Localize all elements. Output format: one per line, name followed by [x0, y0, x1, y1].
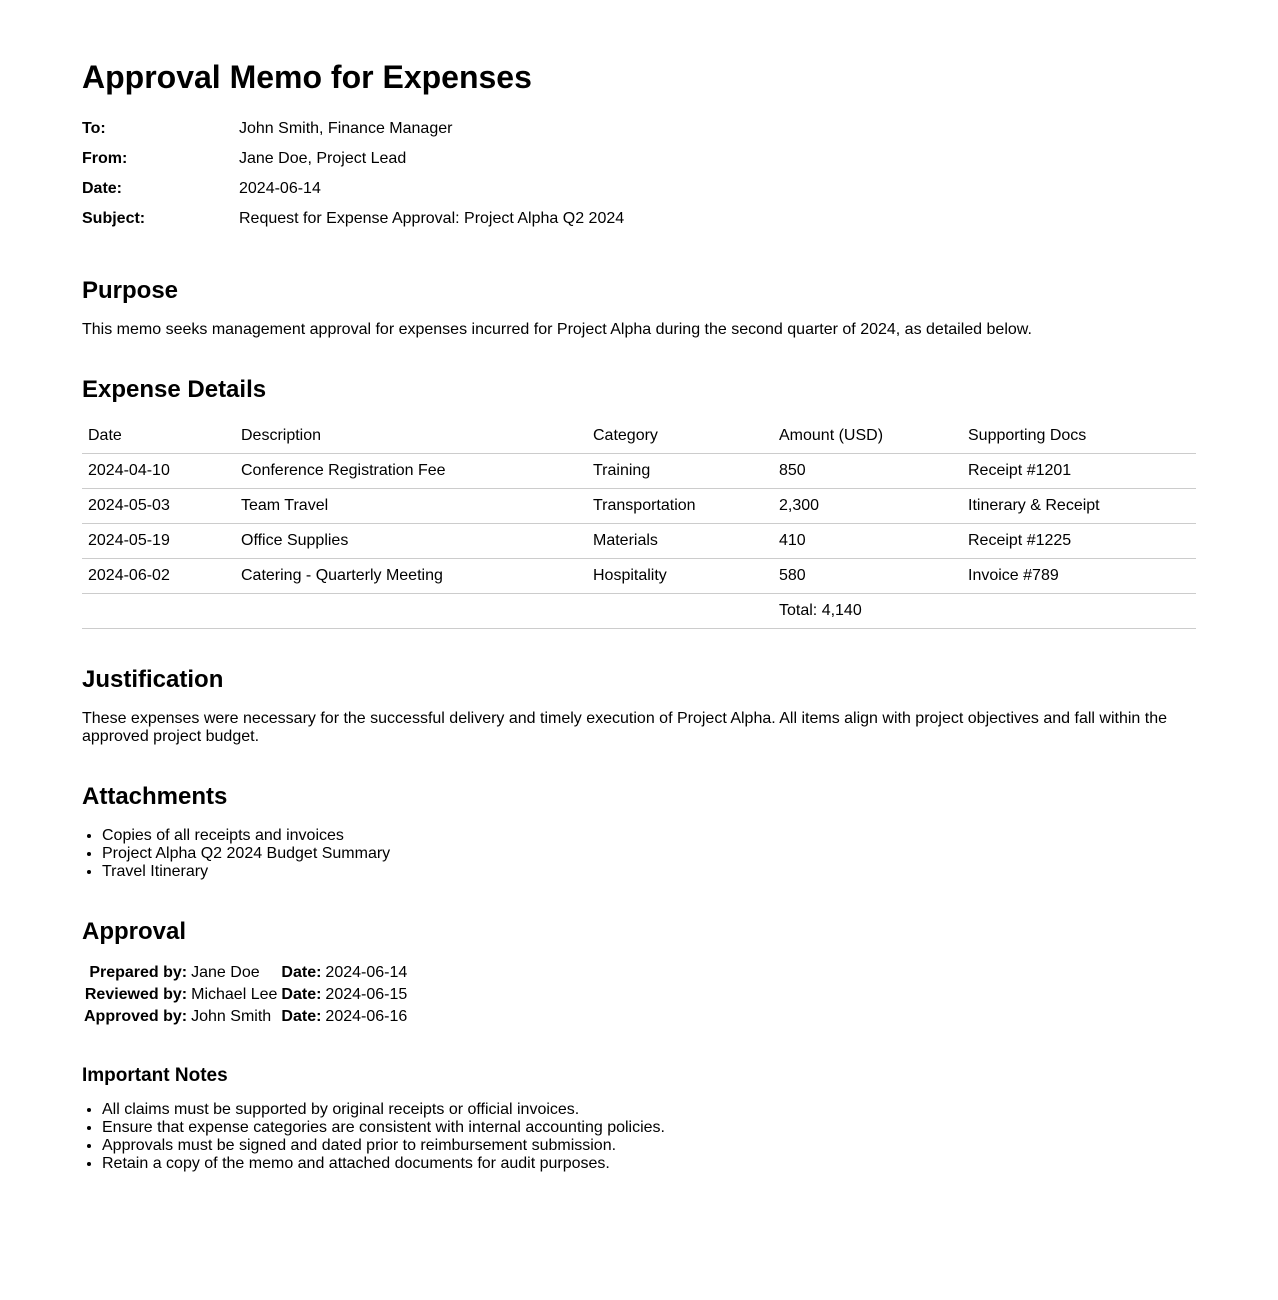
header-value: 2024-06-14: [239, 180, 321, 197]
cell-category: Transportation: [587, 489, 773, 524]
expense-details-heading: Expense Details: [82, 376, 267, 403]
header-label: Subject:: [82, 210, 146, 227]
list-item: • Retain a copy of the memo and attached documents for audit purposes.: [102, 1155, 1196, 1173]
list-item: • All claims must be supported by original receipts or official invoices.: [102, 1101, 1196, 1119]
cell-supporting-docs: Receipt #1225: [962, 524, 1196, 559]
approval-row-prepared: [82, 962, 409, 984]
list-item: • Project Alpha Q2 2024 Budget Summary: [102, 845, 1196, 863]
important-notes-list: [82, 1101, 1196, 1173]
approval-row-reviewed: [82, 984, 409, 1006]
cell-description: Team Travel: [235, 489, 587, 524]
memo-header: [82, 114, 624, 234]
cell-date: 2024-05-03: [82, 489, 235, 524]
cell-description: Conference Registration Fee: [235, 454, 587, 489]
approval-role: Prepared by:: [89, 964, 188, 981]
list-item: • Approvals must be signed and dated prior to reimbursement submission.: [102, 1137, 1196, 1155]
page-title: Approval Memo for Expenses: [82, 59, 532, 95]
approval-date-label: Date:: [281, 986, 322, 1003]
attachments-list: [82, 827, 1196, 881]
approval-name: Jane Doe: [191, 964, 260, 981]
cell-amount: 580: [773, 559, 962, 594]
table-row: [82, 559, 1196, 594]
cell-date: 2024-05-19: [82, 524, 235, 559]
total-amount: Total: 4,140: [773, 594, 962, 629]
column-header-supporting-docs: Supporting Docs: [962, 419, 1196, 454]
expense-table-header: [82, 419, 1196, 454]
approval-date: 2024-06-16: [325, 1008, 408, 1025]
total-row: [82, 594, 1196, 629]
cell-description: Catering - Quarterly Meeting: [235, 559, 587, 594]
empty-cell: [235, 594, 587, 629]
header-row-from: [82, 144, 624, 174]
header-row-date: [82, 174, 624, 204]
approval-date-label: Date:: [281, 964, 322, 981]
cell-category: Training: [587, 454, 773, 489]
header-value: Jane Doe, Project Lead: [239, 150, 407, 167]
column-header-date: Date: [82, 419, 235, 454]
cell-supporting-docs: Itinerary & Receipt: [962, 489, 1196, 524]
empty-cell: [962, 594, 1196, 629]
justification-heading: Justification: [82, 666, 224, 693]
approval-heading: Approval: [82, 918, 187, 945]
approval-table: [82, 962, 409, 1028]
cell-amount: 850: [773, 454, 962, 489]
important-notes-heading: Important Notes: [82, 1065, 228, 1086]
column-header-category: Category: [587, 419, 773, 454]
approval-name: John Smith: [191, 1008, 272, 1025]
approval-row-approved: [82, 1006, 409, 1028]
table-row: [82, 454, 1196, 489]
approval-date: 2024-06-15: [325, 986, 408, 1003]
header-row-subject: [82, 204, 624, 234]
approval-date-label: Date:: [281, 1008, 322, 1025]
table-row: [82, 489, 1196, 524]
header-row-to: [82, 114, 624, 144]
header-label: To:: [82, 120, 106, 137]
cell-supporting-docs: Receipt #1201: [962, 454, 1196, 489]
cell-amount: 410: [773, 524, 962, 559]
column-header-amount: Amount (USD): [773, 419, 962, 454]
cell-date: 2024-04-10: [82, 454, 235, 489]
cell-description: Office Supplies: [235, 524, 587, 559]
header-value: John Smith, Finance Manager: [239, 120, 453, 137]
cell-amount: 2,300: [773, 489, 962, 524]
justification-text: These expenses were necessary for the successful delivery and timely execution of Project Alpha. All items align with project objectives and fall within the approved project budget.: [82, 710, 1167, 745]
approval-name: Michael Lee: [191, 986, 278, 1003]
cell-category: Materials: [587, 524, 773, 559]
expense-table: [82, 419, 1196, 629]
list-item: • Ensure that expense categories are consistent with internal accounting policies.: [102, 1119, 1196, 1137]
cell-category: Hospitality: [587, 559, 773, 594]
empty-cell: [82, 594, 235, 629]
cell-supporting-docs: Invoice #789: [962, 559, 1196, 594]
approval-role: Reviewed by:: [84, 986, 188, 1003]
column-header-description: Description: [235, 419, 587, 454]
header-label: From:: [82, 150, 128, 167]
cell-date: 2024-06-02: [82, 559, 235, 594]
table-row: [82, 524, 1196, 559]
empty-cell: [587, 594, 773, 629]
approval-role: Approved by:: [84, 1008, 188, 1025]
header-label: Date:: [82, 180, 123, 197]
approval-date: 2024-06-14: [325, 964, 408, 981]
header-value: Request for Expense Approval: Project Alpha Q2 2024: [239, 210, 625, 227]
attachments-heading: Attachments: [82, 783, 228, 810]
purpose-heading: Purpose: [82, 277, 179, 304]
purpose-text: This memo seeks management approval for expenses incurred for Project Alpha during the second quarter of 2024, as detailed below.: [82, 321, 1032, 338]
list-item: • Travel Itinerary: [102, 863, 1196, 881]
list-item: • Copies of all receipts and invoices: [102, 827, 1196, 845]
